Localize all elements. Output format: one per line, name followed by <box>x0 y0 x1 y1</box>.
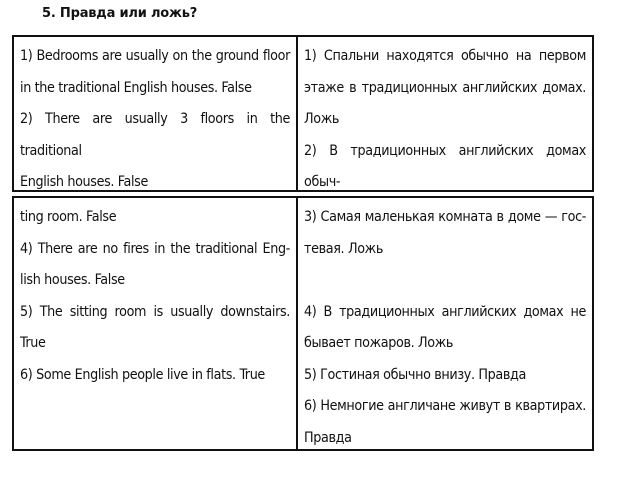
exercise-heading: 5. Правда или ложь? <box>42 6 198 21</box>
translation-line: 5) Гостиная обычно внизу. Правда <box>304 366 527 383</box>
statement-line: ting room. False <box>20 209 117 225</box>
translation-line: 3) Самая маленькая комната в доме — гос- <box>304 209 586 225</box>
translation-line: 4) В традиционных английских домах не <box>304 303 586 320</box>
translation-line: 2) В традиционных английских домах обыч- <box>304 142 586 190</box>
english-statements-top <box>14 37 298 190</box>
statement-line: 4) There are no fires in the traditional Eng- <box>20 240 290 257</box>
translation-line: 6) Немногие англичане живут в квартирах. <box>304 398 586 414</box>
russian-translations-bottom <box>298 198 592 449</box>
statement-line: 1) Bedrooms are usually on the ground floor <box>20 48 290 64</box>
english-statements-bottom <box>14 198 298 449</box>
statement-line: True <box>20 335 46 351</box>
translation-line: Правда <box>304 429 352 446</box>
answer-table-top <box>12 35 594 192</box>
statement-line: lish houses. False <box>20 272 125 288</box>
translation-line: этаже в традиционных английских домах. <box>304 79 586 96</box>
translation-line: 1) Спальни находятся обычно на первом <box>304 48 586 64</box>
answer-table-bottom <box>12 196 594 451</box>
translation-line: тевая. Ложь <box>304 240 383 257</box>
statement-line: 2) There are usually 3 floors in the traditional <box>20 111 290 159</box>
russian-translations-top <box>298 37 592 190</box>
translation-line: бывает пожаров. Ложь <box>304 335 454 351</box>
blank-line <box>304 265 586 297</box>
statement-line: 5) The sitting room is usually downstairs. <box>20 303 290 320</box>
translation-line: Ложь <box>304 111 340 127</box>
statement-line: in the traditional English houses. False <box>20 79 252 96</box>
statement-line: English houses. False <box>20 174 148 190</box>
statement-line: 6) Some English people live in flats. True <box>20 366 265 383</box>
